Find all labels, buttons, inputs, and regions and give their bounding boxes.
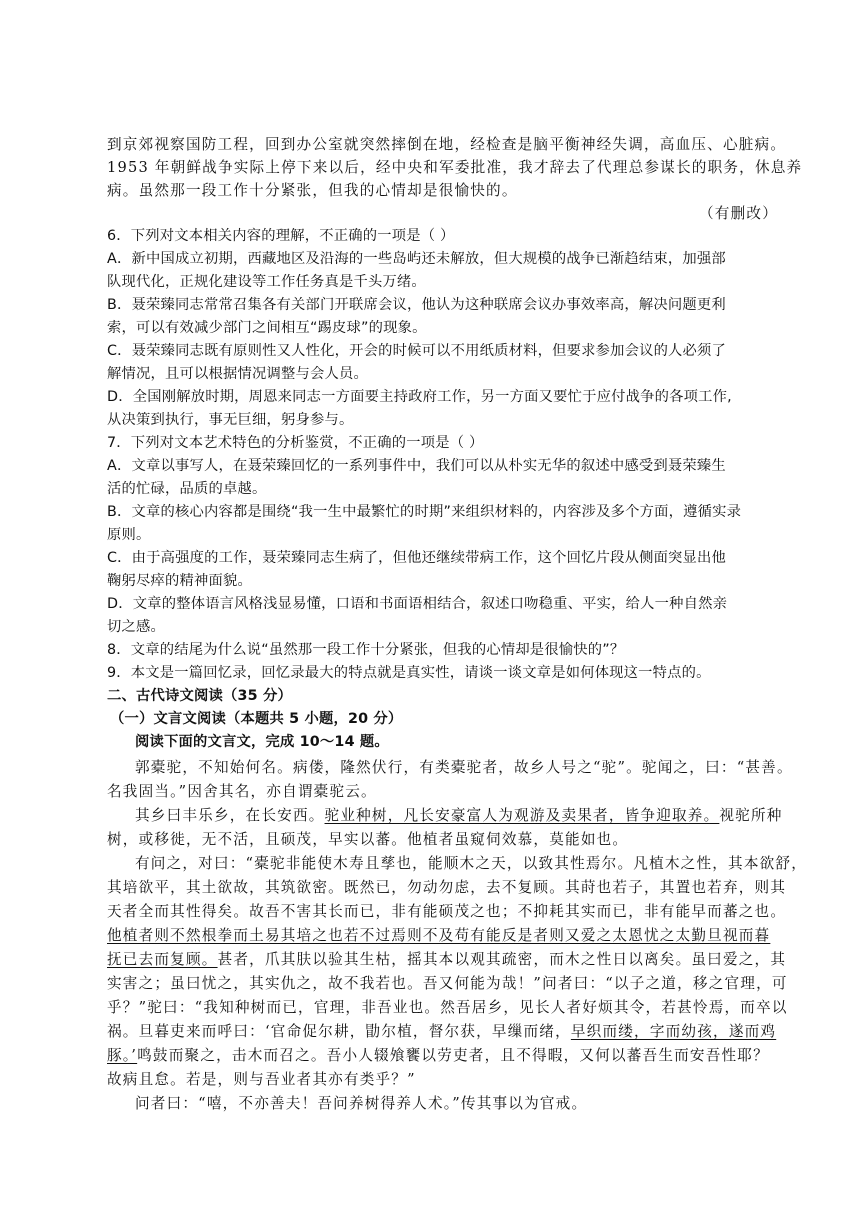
passage-line: 到京郊视察国防工程，回到办公室就突然摔倒在地，经检查是脑平衡神经失调，高血压、心脏病。 [107,136,787,153]
classical-line [135,804,783,825]
classical-line [107,1020,776,1041]
classical-line: 天者全而其性得矣。故吾不害其长而已，非有能硕茂之也；不抑耗其实而已，非有能早而蕃之也。 [107,903,787,920]
option-line: 从决策到执行，事无巨细，躬身参与。 [107,412,354,428]
classical-line: 其培欲平，其土欲故，其筑欲密。既然已，勿动勿虑，去不复顾。其莳也若子，其置也若弃，则其 [107,879,787,896]
classical-text: 视驼所种 [719,807,783,824]
classical-text: 祸。旦暮吏来而呼曰：‘官命促尔耕，勖尔植，督尔获，早缫而绪， [107,1023,571,1040]
subsection-heading: （一）文言文阅读（本题共 5 小题，20 分） [110,711,403,727]
classical-text: 甚者，爪其肤以验其生枯，摇其本以观其疏密，而木之性日以离矣。虽曰爱之，其 [217,951,787,968]
classical-line: 实害之；虽曰忧之，其实仇之，故不我若也。吾又何能为哉！”问者曰：“以子之道，移之官理，可 [107,975,788,992]
classical-line: 郭橐驼，不知始何名。病偻，隆然伏行，有类橐驼者，故乡人号之“驼”。驼闻之，曰：“甚善。 [135,759,793,776]
classical-line [107,1044,769,1065]
underlined-sentence: 豚。’ [107,1047,138,1064]
option-line: B．文章的核心内容都是围绕“我一生中最繁忙的时期”来组织材料的，内容涉及多个方面，遵循实录 [107,504,742,520]
option-line: 索，可以有效减少部门之间相互“踢皮球”的现象。 [107,320,427,336]
option-line: C．由于高强度的工作，聂荣臻同志生病了，但他还继续带病工作，这个回忆片段从侧面突显出他 [107,550,727,566]
classical-line [107,948,786,969]
classical-line: 乎？”驼曰：“我知种树而已，官理，非吾业也。然吾居乡，见长人者好烦其令，若甚怜焉，而卒以 [107,999,788,1016]
option-line: 切之感。 [107,619,165,635]
option-line: 鞠躬尽瘁的精神面貌。 [107,573,252,589]
classical-line: 问者曰：“嘻，不亦善夫！吾问养树得养人术。”传其事以为官戒。 [135,1095,588,1112]
question-6-stem: 6．下列对文本相关内容的理解，不正确的一项是（ ） [107,228,455,244]
punctuation-task-line: 他植者则不然根拳而土易其培之也若不过焉则不及苟有能反是者则又爱之太恩忧之太勤旦视而暮 [107,927,771,944]
punctuation-task-end: 抚已去而复顾。 [107,951,218,968]
option-line: A．新中国成立初期，西藏地区及沿海的一些岛屿还未解放，但大规模的战争已渐趋结束，加强部 [107,251,726,267]
option-line: C．聂荣臻同志既有原则性又人性化，开会的时候可以不用纸质材料，但要求参加会议的人必须了 [107,343,727,359]
classical-line: 有问之，对曰：“橐驼非能使木寿且孳也，能顺木之天，以致其性焉尔。凡植木之性，其本欲舒， [135,855,808,872]
classical-text: 鸣鼓而聚之，击木而召之。吾小人辍飧饔以劳吏者，且不得暇，又何以蕃吾生而安吾性耶？ [137,1047,769,1064]
question-9: 9．本文是一篇回忆录，回忆录最大的特点就是真实性，请谈一谈文章是如何体现这一特点的。 [107,665,711,681]
question-8: 8．文章的结尾为什么说“虽然那一段工作十分紧张，但我的心情却是很愉快的”？ [107,642,625,658]
option-line: 原则。 [107,527,151,543]
option-line: 队现代化，正规化建设等工作任务真是千头万绪。 [107,274,426,290]
underlined-sentence: 驼业种树，凡长安豪富人为观游及卖果者，皆争迎取养。 [324,807,720,824]
underlined-sentence: 早织而缕，字而幼孩，遂而鸡 [570,1023,777,1040]
classical-line: 树，或移徙，无不活，且硕茂，早实以蕃。他植者虽窥伺效慕，莫能如也。 [107,831,629,848]
option-line: A．文章以事写人，在聂荣臻回忆的一系列事件中，我们可以从朴实无华的叙述中感受到聂荣臻生 [107,458,726,474]
option-line: 解情况，且可以根据情况调整与会人员。 [107,366,368,382]
option-line: D．全国刚解放时期，周恩来同志一方面要主持政府工作，另一方面又要忙于应付战争的各项工作, [107,389,732,405]
classical-line: 故病且怠。若是，则与吾业者其亦有类乎？” [107,1071,416,1088]
classical-line: 名我固当。”因舍其名，亦自谓橐驼云。 [107,783,377,800]
option-line: D．文章的整体语言风格浅显易懂，口语和书面语相结合，叙述口吻稳重、平实，给人一种自然亲 [107,596,728,612]
instruction: 阅读下面的文言文，完成 10～14 题。 [135,734,389,750]
option-line: 活的忙碌，品质的卓越。 [107,481,267,497]
classical-text: 其乡曰丰乐乡，在长安西。 [135,807,325,824]
passage-line: 病。虽然那一段工作十分紧张，但我的心情却是很愉快的。 [107,182,518,199]
option-line: B．聂荣臻同志常常召集各有关部门开联席会议，他认为这种联席会议办事效率高，解决问题更利 [107,297,726,313]
source-note: （有删改） [699,205,778,222]
passage-line: 1953 年朝鲜战争实际上停下来以后，经中央和军委批准，我才辞去了代理总参谋长的职务，休息养 [107,159,803,176]
question-7-stem: 7．下列对文本艺术特色的分析鉴赏，不正确的一项是（ ） [107,435,484,451]
section-heading: 二、古代诗文阅读（35 分） [107,688,292,704]
